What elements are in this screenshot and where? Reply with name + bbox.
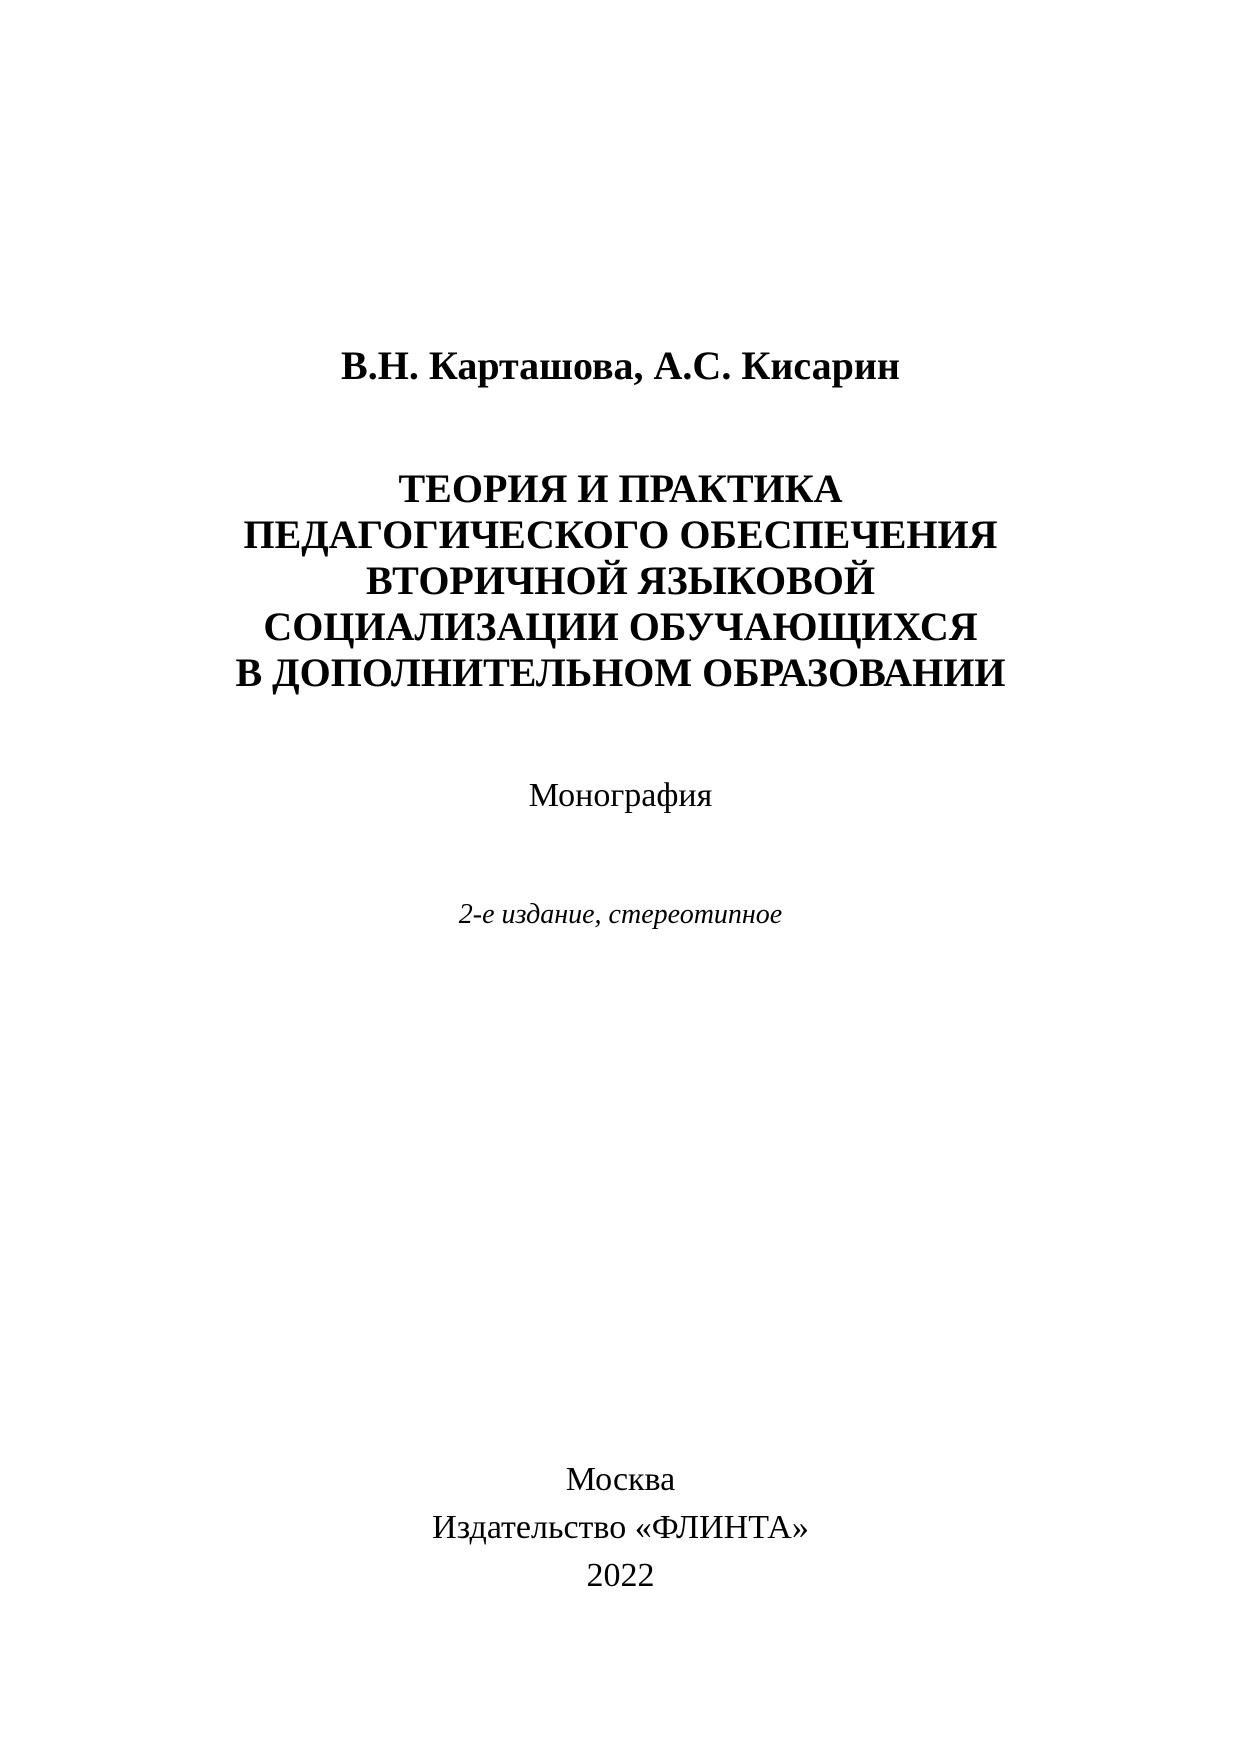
title-line: ТЕОРИЯ И ПРАКТИКА	[398, 466, 843, 511]
imprint-year: 2022	[586, 1557, 655, 1594]
imprint-publisher: Издательство «ФЛИНТА»	[432, 1509, 809, 1546]
title-line: ПЕДАГОГИЧЕСКОГО ОБЕСПЕЧЕНИЯ	[243, 512, 998, 557]
imprint	[0, 1456, 1241, 1600]
title-line: ВТОРИЧНОЙ ЯЗЫКОВОЙ	[366, 558, 875, 603]
book-title	[0, 466, 1241, 696]
title-line: В ДОПОЛНИТЕЛЬНОМ ОБРАЗОВАНИИ	[235, 650, 1006, 695]
genre-label: Монография	[528, 777, 713, 814]
authors: В.Н. Карташова, А.С. Кисарин	[341, 343, 900, 388]
edition-note: 2-е издание, стереотипное	[458, 899, 783, 930]
title-line: СОЦИАЛИЗАЦИИ ОБУЧАЮЩИХСЯ	[263, 604, 978, 649]
imprint-city: Москва	[565, 1461, 676, 1498]
